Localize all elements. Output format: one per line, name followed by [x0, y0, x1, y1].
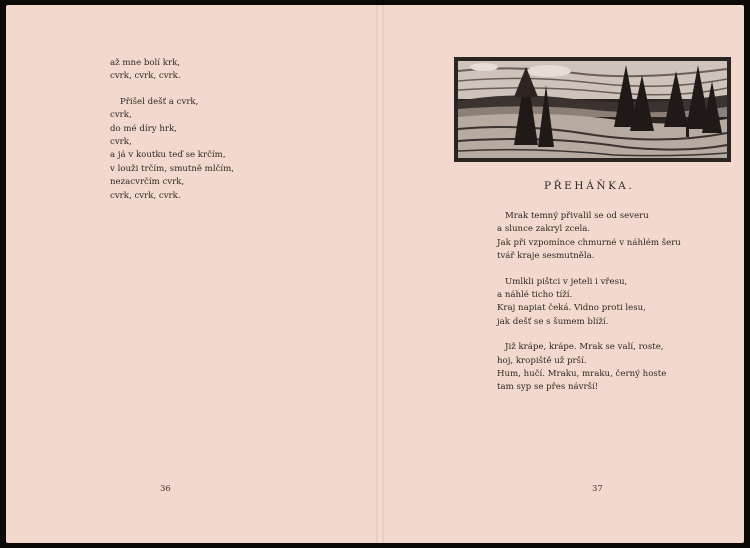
- left-page: [6, 5, 376, 543]
- poem-line: a já v koutku teď se krčím,: [110, 150, 226, 161]
- poem-title: PŘEHÁŇKA.: [544, 180, 635, 192]
- right-page: [384, 5, 744, 543]
- poem-line: Již krápe, krápe. Mrak se valí, roste,: [505, 342, 664, 353]
- poem-line: cvrk,: [110, 110, 132, 121]
- poem-line: cvrk, cvrk, cvrk.: [110, 71, 181, 82]
- page-number: 37: [592, 484, 603, 494]
- poem-line: Kraj napiat čeká. Vidno proti lesu,: [497, 303, 646, 314]
- poem-line: nezacvrčím cvrk,: [110, 177, 185, 188]
- poem-line: cvrk, cvrk, cvrk.: [110, 190, 181, 201]
- landscape-woodcut-illustration: [454, 57, 731, 162]
- poem-line: Přišel dešť a cvrk,: [120, 96, 199, 107]
- poem-line: tam syp se přes návrší!: [497, 382, 599, 393]
- poem-line: jak dešť se s šumem blíží.: [497, 316, 609, 327]
- page-number: 36: [160, 484, 171, 494]
- poem-line: a slunce zakryl zcela.: [497, 224, 591, 235]
- poem-line: Mrak temný přivalil se od severu: [505, 211, 649, 221]
- poem-line: a náhlé ticho tíží.: [497, 290, 573, 301]
- poem-line: Umlkli pištci v jeteli i vřesu,: [505, 276, 628, 287]
- book-spread: [6, 5, 744, 543]
- poem-line: v louži trčím, smutně mlčím,: [110, 163, 235, 174]
- poem-line: Jak při vzpomínce chmurné v náhlém šeru: [497, 237, 681, 248]
- poem-line: tvář kraje sesmutněla.: [497, 251, 595, 262]
- left-poem: [110, 57, 234, 203]
- poem-line: Hum, hučí. Mraku, mraku, černý hoste: [497, 369, 667, 380]
- poem-line: do mé díry hrk,: [110, 123, 177, 134]
- poem-line: cvrk,: [110, 137, 132, 148]
- poem-line: až mne bolí krk,: [110, 58, 181, 68]
- right-poem: [497, 210, 681, 395]
- poem-line: hoj, kropiště už prší.: [497, 355, 587, 366]
- book-gutter: [376, 5, 384, 543]
